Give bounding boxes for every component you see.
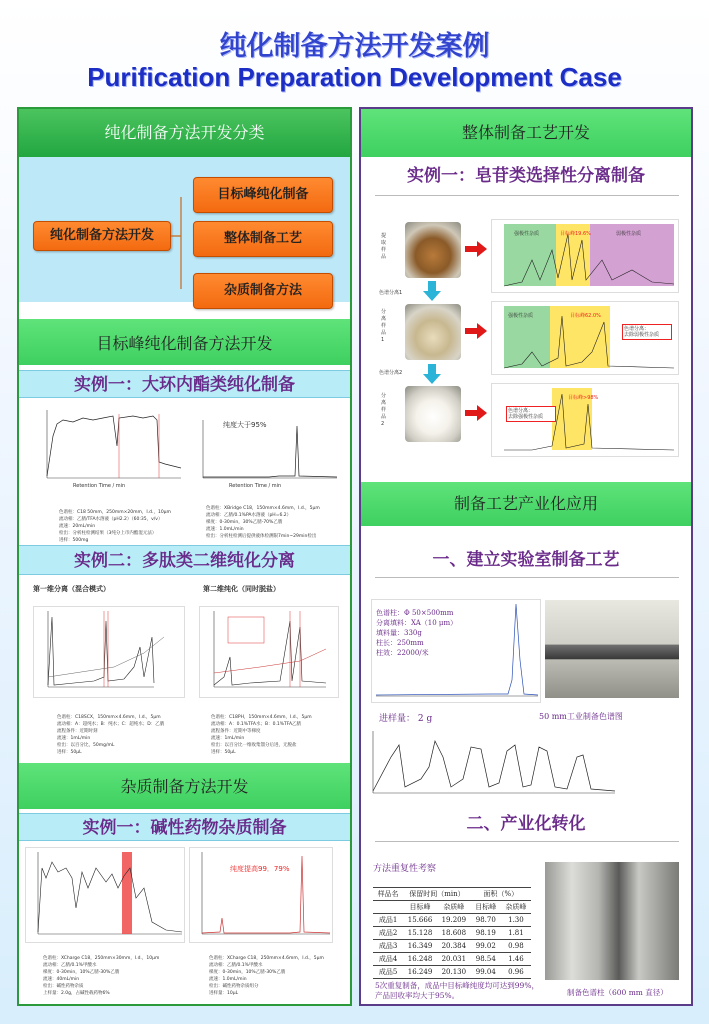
main-category-box: 纯化制备方法开发 <box>33 221 171 251</box>
beaker-photo-1 <box>405 222 461 278</box>
region-label-3: 弱极性杂质 <box>616 231 642 237</box>
example1-xaxis-right: Retention Time / min <box>229 483 282 489</box>
beaker-photo-2 <box>405 304 461 360</box>
down-arrow-2 <box>423 364 441 384</box>
beaker-photo-3 <box>405 386 461 442</box>
left-panel <box>17 107 352 1006</box>
example1-purity-label: 纯度大于95% <box>223 421 267 429</box>
table-subheader-row: 目标峰 杂质峰 目标峰 杂质峰 <box>373 901 531 914</box>
example3-purity-chart <box>189 847 333 943</box>
sample-label-3: 分离样品2 <box>381 393 387 427</box>
branch-target-peak: 目标峰纯化制备 <box>193 177 333 213</box>
sample-label-1: 提取样品 <box>381 233 387 260</box>
left-header-impurity: 杂质制备方法开发 <box>19 763 350 809</box>
region-label-5: 目标峰62.0% <box>570 313 601 319</box>
subheader-lab-process: 一、建立实验室制备工艺 <box>361 545 691 575</box>
example2-dim2-chart <box>199 606 339 698</box>
repeat-title: 方法重复性考察 <box>373 864 437 874</box>
example3-caption-right: 色谱柱：XCharge C18，250mm×4.6mm，I.d.，5μm 流动相：乙腈/0.1%甲酸水 梯度：0-30min，10%乙腈-30%乙腈 流速：1.0mL/min 检出：碱性药物杂质组分 进样量：10μL <box>209 956 324 996</box>
example1-purity-chart <box>189 406 339 494</box>
example3-prep-chart <box>25 847 185 943</box>
column-label: 制备色谱柱（600 mm 直径） <box>567 988 668 997</box>
summary-text: 5次重复制备，成品中目标峰纯度均可达到99%， 产品回收率均大于95%。 <box>375 981 539 1000</box>
example1-prep-chart <box>33 406 183 494</box>
example3-purity-label: 纯度提高99．79% <box>230 865 290 873</box>
example1-caption-right: 色谱柱：XBridge C18，150mm×4.6mm，I.d.，5μm 流动相：乙腈/0.1%PA水溶液（pH=6.2） 梯度：0-30min，30%乙腈-70%乙腈 流速：1.0mL/min 检出：分析柱检测后提供液体检测限7min~29min检出 <box>206 506 320 539</box>
region-label-4: 强极性杂质 <box>508 313 534 319</box>
left-header-target: 目标峰纯化制备方法开发 <box>19 319 350 365</box>
region-label-1: 强极性杂质 <box>514 231 540 237</box>
example2-dim1-label: 第一维分离（混合模式） <box>33 585 110 593</box>
example2-dim2-label: 第二维纯化（同时脱盐） <box>203 585 280 593</box>
branch-overall-process: 整体制备工艺 <box>193 221 333 257</box>
example2-title: 实例二：多肽类二维纯化分离 <box>19 545 350 575</box>
down-arrow-1 <box>423 281 441 301</box>
branch-impurity: 杂质制备方法 <box>193 273 333 309</box>
region-label-6: 目标峰>98% <box>568 395 599 401</box>
example1-title: 实例一：大环内酯类纯化制备 <box>19 370 350 398</box>
sample-label-2: 分离样品1 <box>381 309 387 343</box>
note-1: 色谱分离： 去除弱极性杂质 <box>622 324 672 340</box>
right-panel <box>359 107 693 1006</box>
note-2: 色谱分离： 去除强极性杂质 <box>506 406 556 422</box>
step-label-1: 色谱分离1 <box>379 290 403 296</box>
left-header-categories: 纯化制备方法开发分类 <box>19 109 350 157</box>
right-arrow-2 <box>465 323 487 339</box>
right-header-industrial: 制备工艺产业化应用 <box>361 482 691 526</box>
example1-caption-left: 色谱柱：C18 50mm，250mm×20mm，I.d.，10μm 流动相：乙腈/TFA水溶液（pH2.2）（60:35，v/v） 流速：20mL/min 检出：分析柱检测结果（3纯分上市内酯混元法） 进样：500mg <box>59 510 171 543</box>
industrial-chromatogram <box>371 727 619 799</box>
example1-xaxis-left: Retention Time / min <box>73 483 126 489</box>
subheader-industrialization: 二、产业化转化 <box>361 809 691 839</box>
branch-lines <box>171 189 191 299</box>
right-example1-title: 实例一：皂苷类选择性分离制备 <box>361 161 691 191</box>
table-row: 成品5 16.249 20.130 99.04 0.96 <box>373 966 531 979</box>
saponin-chart-1 <box>491 219 679 293</box>
example3-caption-left: 色谱柱：XCharge C18，250mm×30mm，I.d.，10μm 流动相：乙腈/0.1%甲酸水 梯度：0-30min，10%乙腈-30%乙腈 流速：40mL/min 检出：碱性药物杂质 上样量：2.0g，占碱性载药物6% <box>43 956 160 996</box>
poster-title-cn: 纯化制备方法开发案例 <box>219 31 490 62</box>
table-header-row: 样品名 保留时间（min） 面积（%） <box>373 888 531 901</box>
example2-caption-left: 色谱柱：C18SCX，150mm×4.6mm，I.d.，5μm 流动相：A：超纯水；B：纯水；C：超纯水；D：乙腈 流程条件：近期时刻 流速：1mL/min 检出：以百分比，50mg/mL 进样：50μL <box>57 715 165 755</box>
inject-amount: 进样量： 2 g <box>379 714 433 724</box>
example2-dim1-chart <box>33 606 185 698</box>
repeatability-table <box>373 887 531 979</box>
table-row: 成品4 16.248 20.031 98.54 1.46 <box>373 953 531 966</box>
table-row: 成品2 15.128 18.608 98.19 1.81 <box>373 927 531 940</box>
lab-params: 色谱柱：Φ 50×500mm 分离填料：XA（10 μm） 填料量：330g 柱长：250mm 柱效：22000/米 <box>376 609 458 657</box>
right-header-overall: 整体制备工艺开发 <box>361 109 691 157</box>
saponin-chart-3 <box>491 383 679 457</box>
saponin-chart-2 <box>491 301 679 375</box>
poster-title-en: Purification Preparation Development Case <box>87 62 622 92</box>
step-label-2: 色谱分离2 <box>379 370 403 376</box>
example3-title: 实例一：碱性药物杂质制备 <box>19 813 350 841</box>
region-label-2: 目标峰19.6% <box>560 231 591 237</box>
table-row: 成品3 16.349 20.384 99.02 0.98 <box>373 940 531 953</box>
prep-column-photo <box>545 862 679 980</box>
lab-chromatogram <box>371 599 541 703</box>
chrom-50mm-label: 50 mm工业制备色谱图 <box>539 712 623 721</box>
right-arrow-1 <box>465 241 487 257</box>
table-row: 成品1 15.666 19.209 98.70 1.30 <box>373 914 531 927</box>
right-arrow-3 <box>465 405 487 421</box>
lab-equipment-photo <box>545 600 679 698</box>
example2-caption-right: 色谱柱：C18PH，150mm×4.6mm，I.d.，5μm 流动相：A：0.1%TFA水；B：0.1%TFA乙腈 流程条件：近期中等梯度 流速：1mL/min 检出：以百分比一维收集馏分后进，无脱盐 进样：50μL <box>211 715 312 755</box>
